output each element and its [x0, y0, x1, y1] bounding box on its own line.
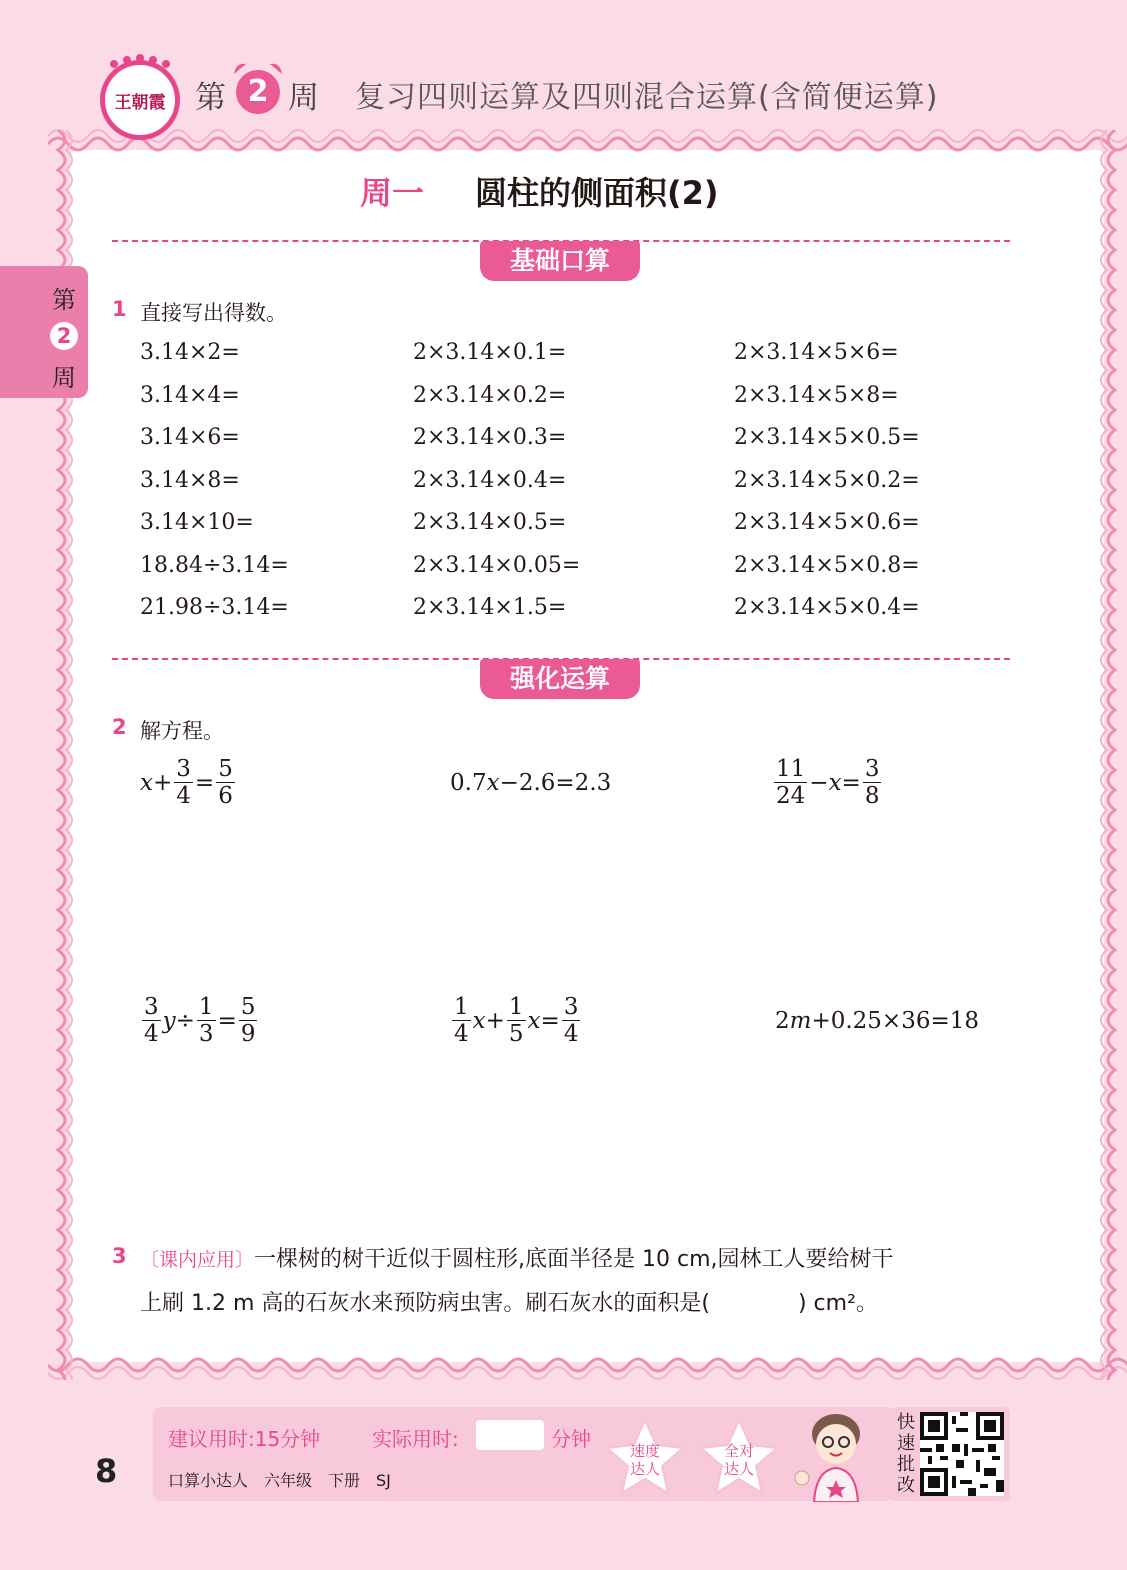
- operator: −: [809, 769, 829, 796]
- denominator: 4: [454, 1021, 469, 1048]
- question-number: 1: [112, 297, 127, 321]
- calc-item: 3.14×10=: [140, 510, 254, 535]
- equation-3: [772, 756, 883, 810]
- variable: x: [828, 769, 842, 796]
- actual-time-input[interactable]: [476, 1420, 544, 1450]
- operator: =: [841, 769, 861, 796]
- question-prompt: 直接写出得数。: [140, 301, 287, 325]
- denominator: 9: [240, 1021, 256, 1048]
- numerator: 1: [198, 994, 214, 1020]
- calc-item: 2×3.14×0.5=: [413, 510, 567, 535]
- equation-5: [450, 994, 582, 1048]
- calc-item: 2×3.14×5×0.6=: [734, 510, 920, 535]
- calc-item: 2×3.14×5×6=: [734, 340, 899, 365]
- question-text: 一棵树的树干近似于圆柱形,底面半径是 10 cm,园林工人要给树干: [254, 1247, 894, 1272]
- equation-rest: +0.25×36=18: [811, 1008, 980, 1034]
- suggested-time: 建议用时:15分钟: [168, 1427, 321, 1451]
- denominator: 24: [776, 783, 806, 810]
- calc-item: 2×3.14×0.05=: [413, 552, 581, 578]
- denominator: 4: [563, 1021, 579, 1048]
- logo-text: 王朝霞: [114, 92, 166, 113]
- calc-item: 2×3.14×5×8=: [734, 382, 899, 408]
- calc-item: 21.98÷3.14=: [140, 595, 289, 620]
- variable: x: [472, 1007, 486, 1034]
- calc-item: 2×3.14×0.4=: [413, 467, 567, 493]
- fraction: [562, 994, 581, 1048]
- qr-label: 快速批改: [897, 1412, 915, 1496]
- side-tab-number: 2: [50, 322, 78, 350]
- star-line: 达人: [629, 1460, 660, 1478]
- calc-item: 2×3.14×1.5=: [413, 595, 567, 620]
- qr-code-icon[interactable]: [920, 1412, 1004, 1496]
- numerator: 3: [864, 756, 880, 782]
- fraction: [197, 994, 216, 1048]
- fraction: [142, 994, 161, 1048]
- question-prompt: 解方程。: [140, 719, 224, 743]
- numerator: 3: [176, 756, 191, 782]
- fraction: [239, 994, 258, 1048]
- week-prefix: 第: [195, 80, 226, 116]
- star-line: 达人: [723, 1460, 754, 1478]
- denominator: 3: [198, 1021, 214, 1048]
- lesson-day: 周一: [360, 174, 425, 212]
- calc-item: 3.14×6=: [140, 425, 240, 450]
- denominator: 6: [218, 783, 233, 810]
- equation-4: [140, 994, 259, 1048]
- variable: x: [140, 769, 153, 796]
- question-number: 3: [112, 1244, 127, 1268]
- fraction: [507, 994, 526, 1048]
- wave-border-bottom: [48, 1355, 1127, 1385]
- book-info: 口算小达人 六年级 下册 SJ: [168, 1471, 391, 1490]
- numerator: 1: [454, 994, 469, 1020]
- actual-time-label: 实际用时:: [372, 1427, 459, 1451]
- equation-rest: −2.6=2.3: [499, 770, 612, 796]
- operator: =: [194, 769, 215, 796]
- calc-item: 3.14×2=: [140, 340, 240, 365]
- calc-item: 18.84÷3.14=: [140, 552, 289, 578]
- equation-2: [450, 770, 611, 796]
- fraction: [216, 756, 235, 810]
- calc-item: 3.14×4=: [140, 382, 240, 408]
- calc-item: 2×3.14×5×0.5=: [734, 425, 920, 450]
- side-tab-suffix: 周: [52, 364, 76, 392]
- brand-logo: [100, 60, 180, 140]
- denominator: 4: [176, 783, 191, 810]
- numerator: 11: [776, 756, 806, 782]
- calc-item: 2×3.14×0.2=: [413, 382, 567, 408]
- variable: x: [527, 1007, 541, 1034]
- header-title: 复习四则运算及四则混合运算(含简便运算): [355, 80, 939, 115]
- question-3-line-1: [140, 1242, 894, 1273]
- calc-item: 2×3.14×0.1=: [413, 340, 567, 365]
- numerator: 3: [563, 994, 579, 1020]
- coefficient: 0.7: [450, 770, 487, 796]
- fraction: [452, 994, 471, 1048]
- denominator: 5: [508, 1021, 524, 1048]
- question-3-line-2: 上刷 1.2 m 高的石灰水来预防病虫害。刷石灰水的面积是( ) cm²。: [140, 1291, 878, 1316]
- calc-item: 2×3.14×5×0.2=: [734, 467, 920, 493]
- lesson-title: 圆柱的侧面积(2): [475, 174, 719, 212]
- question-number: 2: [112, 715, 127, 739]
- operator: =: [540, 1007, 560, 1034]
- variable: x: [486, 770, 500, 796]
- week-suffix: 周: [288, 80, 319, 116]
- actual-time-unit: 分钟: [551, 1427, 591, 1451]
- question-tag: 〔课内应用〕: [140, 1249, 255, 1271]
- coefficient: 2: [775, 1008, 790, 1034]
- wave-border-right: [1097, 130, 1127, 1380]
- numerator: 5: [240, 994, 256, 1020]
- operator: =: [217, 1007, 237, 1034]
- numerator: 5: [218, 756, 233, 782]
- fraction: [863, 756, 882, 810]
- denominator: 4: [144, 1021, 159, 1048]
- calc-item: 2×3.14×5×0.8=: [734, 552, 920, 578]
- section-tag-basic: 基础口算: [480, 241, 640, 281]
- calc-item: 3.14×8=: [140, 467, 240, 493]
- fraction: [174, 756, 193, 810]
- section-tag-strengthen: 强化运算: [480, 659, 640, 699]
- side-tab-prefix: 第: [52, 286, 76, 314]
- calc-item: 2×3.14×0.3=: [413, 425, 567, 450]
- wave-border-top: [48, 122, 1127, 152]
- accuracy-star-label: [698, 1442, 780, 1478]
- operator: +: [152, 769, 173, 796]
- operator: +: [485, 1007, 505, 1034]
- numerator: 1: [508, 994, 524, 1020]
- calc-item: 2×3.14×5×0.4=: [734, 595, 920, 620]
- speed-star-label: [604, 1442, 686, 1478]
- week-number-badge: 2: [236, 70, 280, 114]
- page-number: 8: [95, 1452, 118, 1490]
- operator: ÷: [175, 1007, 195, 1034]
- equation-1: [140, 756, 237, 810]
- equation-6: [775, 1008, 979, 1034]
- cartoon-kid-icon: [786, 1408, 878, 1502]
- denominator: 8: [864, 783, 880, 810]
- variable: m: [789, 1008, 812, 1034]
- star-line: 全对: [723, 1442, 754, 1460]
- numerator: 3: [144, 994, 159, 1020]
- star-line: 速度: [629, 1442, 660, 1460]
- variable: y: [162, 1007, 176, 1034]
- fraction: [774, 756, 807, 810]
